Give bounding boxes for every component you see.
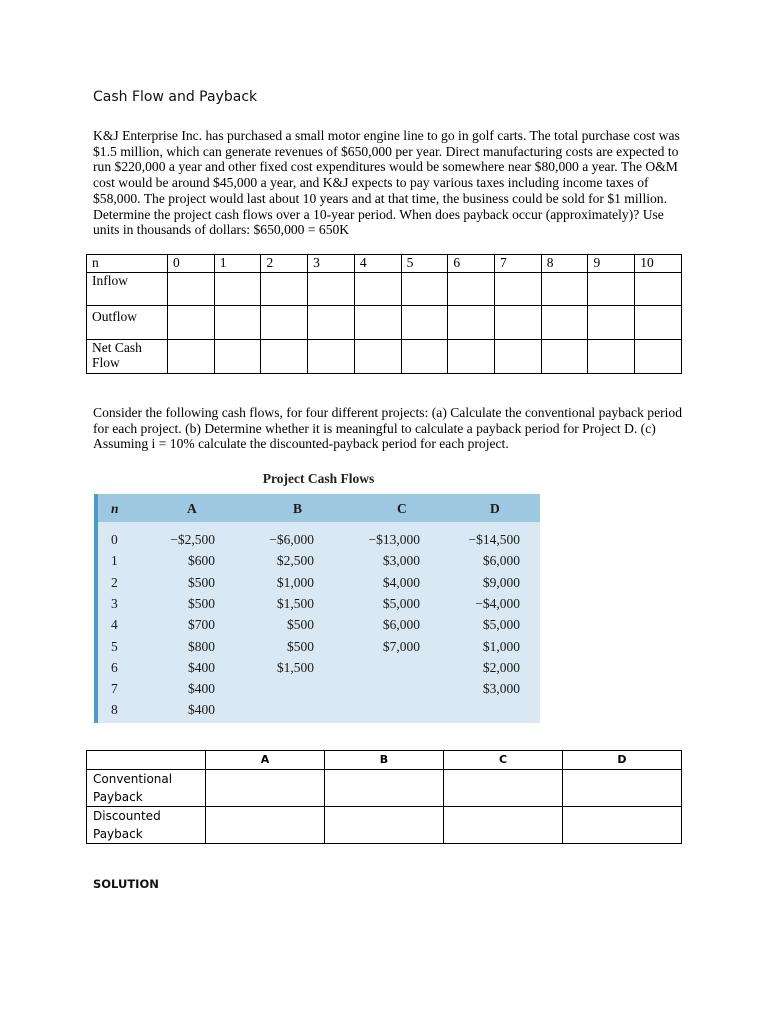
cash-flow-table [86, 254, 682, 374]
answer-cell[interactable] [206, 770, 325, 807]
project-b-cash-flow: $500 [287, 638, 314, 654]
project-b-cash-flow: $1,500 [276, 659, 314, 675]
cash-flow-entry-cell[interactable] [635, 340, 682, 374]
cash-flow-entry-cell[interactable] [214, 306, 261, 340]
conventional-payback-row [87, 770, 682, 807]
cash-flow-entry-cell[interactable] [495, 306, 542, 340]
project-c-cash-flow: −$13,000 [368, 532, 420, 547]
row-label-cell: Net Cash Flow [87, 340, 168, 374]
period-number: 6 [111, 659, 118, 675]
project-d-cash-flow: $2,000 [482, 659, 520, 675]
cash-flow-entry-cell[interactable] [261, 306, 308, 340]
project-d-cash-flow: −$4,000 [475, 595, 520, 611]
cash-flow-entry-cell[interactable] [401, 306, 448, 340]
period-header-cell: 5 [401, 255, 448, 273]
project-b-cash-flow: $1,500 [276, 595, 314, 611]
project-table-header-bar [98, 494, 540, 522]
project-c-cash-flow: $4,000 [382, 574, 420, 590]
project-a-cash-flow: $700 [188, 617, 215, 633]
cash-flow-entry-cell[interactable] [214, 340, 261, 374]
project-c-cash-flow: $7,000 [382, 638, 420, 654]
problem-1-text: K&J Enterprise Inc. has purchased a small motor engine line to go in golf carts. The total purchase cost was $1.5 million, which can generate revenues of $650,000 per year. Direct manufacturing costs are expected to run $220,000 a year and other fixed cost expenditures would be somewhere near $80,000 a year. The O&M cost would be around $45,000 a year, and K&J expects to pay various taxes including income taxes of $58,000. The project would last about 10 years and at that time, the business could be sold for $1 million. Determine the project cash flows over a 10-year period. When does payback occur (approximately)? Use units in thousands of dollars: $650,000 = 650K [93, 128, 680, 238]
payback-header-b: B [325, 751, 444, 770]
period-label-cell: n [87, 255, 168, 273]
period-header-cell: 6 [448, 255, 495, 273]
period-header-cell: 1 [214, 255, 261, 273]
project-a-cash-flow: $500 [188, 574, 215, 590]
cash-flow-entry-cell[interactable] [541, 306, 588, 340]
discounted-payback-label: Discounted Payback [87, 807, 206, 844]
cash-flow-entry-cell[interactable] [308, 306, 355, 340]
cash-flow-entry-cell[interactable] [168, 306, 215, 340]
answer-cell[interactable] [563, 770, 682, 807]
answer-cell[interactable] [325, 807, 444, 844]
project-a-cash-flow: $400 [188, 659, 215, 675]
period-number: 5 [111, 638, 118, 654]
project-c-cash-flow: $5,000 [382, 595, 420, 611]
payback-header-c: C [444, 751, 563, 770]
project-d-cash-flow: $9,000 [482, 574, 520, 590]
period-header-cell: 3 [308, 255, 355, 273]
answer-cell[interactable] [325, 770, 444, 807]
cash-flow-entry-cell[interactable] [308, 273, 355, 306]
cash-flow-entry-cell[interactable] [261, 273, 308, 306]
cash-flow-entry-cell[interactable] [168, 273, 215, 306]
project-a-cash-flow: $400 [188, 702, 215, 718]
period-number: 2 [111, 574, 118, 590]
project-d-cash-flow: $1,000 [482, 638, 520, 654]
cash-flow-entry-cell[interactable] [495, 340, 542, 374]
cash-flow-entry-cell[interactable] [588, 340, 635, 374]
project-cash-flows-table [94, 494, 540, 723]
project-a-cash-flow: $500 [188, 595, 215, 611]
period-header-cell: 10 [635, 255, 682, 273]
cash-flow-entry-cell[interactable] [635, 273, 682, 306]
cash-flow-entry-cell[interactable] [354, 340, 401, 374]
project-cash-flows-title: Project Cash Flows [262, 471, 375, 486]
project-d-cash-flow: −$14,500 [468, 532, 520, 547]
payback-header-a: A [206, 751, 325, 770]
cash-flow-header-row [87, 255, 682, 273]
problem-2-text: Consider the following cash flows, for four different projects: (a) Calculate the conventional payback period for each project. (b) Determine whether it is meaningful to calculate a payback period for Project D. (c) Assuming i = 10% calculate the discounted-payback period for each project. [93, 405, 682, 452]
project-c-cash-flow: $6,000 [382, 617, 420, 633]
project-d-cash-flow: $6,000 [482, 553, 520, 569]
answer-cell[interactable] [444, 807, 563, 844]
outflow-row [87, 306, 682, 340]
period-number: 0 [111, 532, 118, 547]
answer-cell[interactable] [206, 807, 325, 844]
project-header-d: D [490, 501, 500, 516]
cash-flow-entry-cell[interactable] [214, 273, 261, 306]
project-c-cash-flow: $3,000 [382, 553, 420, 569]
answer-cell[interactable] [444, 770, 563, 807]
project-a-cash-flow: $600 [188, 553, 215, 569]
project-b-cash-flow: −$6,000 [269, 532, 314, 547]
conventional-payback-label: Conventional Payback [87, 770, 206, 807]
period-number: 8 [111, 702, 118, 718]
row-label-cell: Outflow [87, 306, 168, 340]
cash-flow-entry-cell[interactable] [168, 340, 215, 374]
payback-table [86, 750, 682, 844]
project-header-n: n [111, 501, 119, 516]
inflow-row [87, 273, 682, 306]
project-d-cash-flow: $5,000 [482, 617, 520, 633]
cash-flow-entry-cell[interactable] [448, 273, 495, 306]
period-header-cell: 9 [588, 255, 635, 273]
project-b-cash-flow: $1,000 [276, 574, 314, 590]
payback-header-row [87, 751, 682, 770]
cash-flow-entry-cell[interactable] [354, 273, 401, 306]
project-a-cash-flow: $400 [188, 681, 215, 697]
period-number: 3 [111, 595, 118, 611]
project-header-b: B [293, 501, 303, 516]
net-cash-flow-row [87, 340, 682, 374]
cash-flow-entry-cell[interactable] [635, 306, 682, 340]
cash-flow-entry-cell[interactable] [261, 340, 308, 374]
payback-corner-cell [87, 751, 206, 770]
cash-flow-entry-cell[interactable] [354, 306, 401, 340]
cash-flow-entry-cell[interactable] [588, 273, 635, 306]
period-header-cell: 7 [495, 255, 542, 273]
solution-label: SOLUTION [93, 877, 159, 891]
period-number: 7 [111, 681, 118, 697]
cash-flow-entry-cell[interactable] [588, 306, 635, 340]
period-number: 1 [111, 553, 118, 569]
payback-header-d: D [563, 751, 682, 770]
cash-flow-entry-cell[interactable] [495, 273, 542, 306]
cash-flow-entry-cell[interactable] [401, 340, 448, 374]
row-label-cell: Inflow [87, 273, 168, 306]
period-header-cell: 4 [354, 255, 401, 273]
project-header-c: C [397, 501, 407, 516]
period-header-cell: 2 [261, 255, 308, 273]
project-b-cash-flow: $500 [287, 617, 314, 633]
project-b-cash-flow: $2,500 [276, 553, 314, 569]
project-header-a: A [187, 501, 197, 516]
project-d-cash-flow: $3,000 [482, 681, 520, 697]
cash-flow-entry-cell[interactable] [308, 340, 355, 374]
project-a-cash-flow: $800 [188, 638, 215, 654]
period-header-cell: 0 [168, 255, 215, 273]
project-a-cash-flow: −$2,500 [170, 532, 215, 547]
cash-flow-entry-cell[interactable] [401, 273, 448, 306]
cash-flow-entry-cell[interactable] [448, 306, 495, 340]
period-number: 4 [111, 617, 118, 633]
period-header-cell: 8 [541, 255, 588, 273]
cash-flow-entry-cell[interactable] [541, 340, 588, 374]
discounted-payback-row [87, 807, 682, 844]
cash-flow-entry-cell[interactable] [448, 340, 495, 374]
cash-flow-entry-cell[interactable] [541, 273, 588, 306]
page-title: Cash Flow and Payback [93, 89, 258, 105]
answer-cell[interactable] [563, 807, 682, 844]
